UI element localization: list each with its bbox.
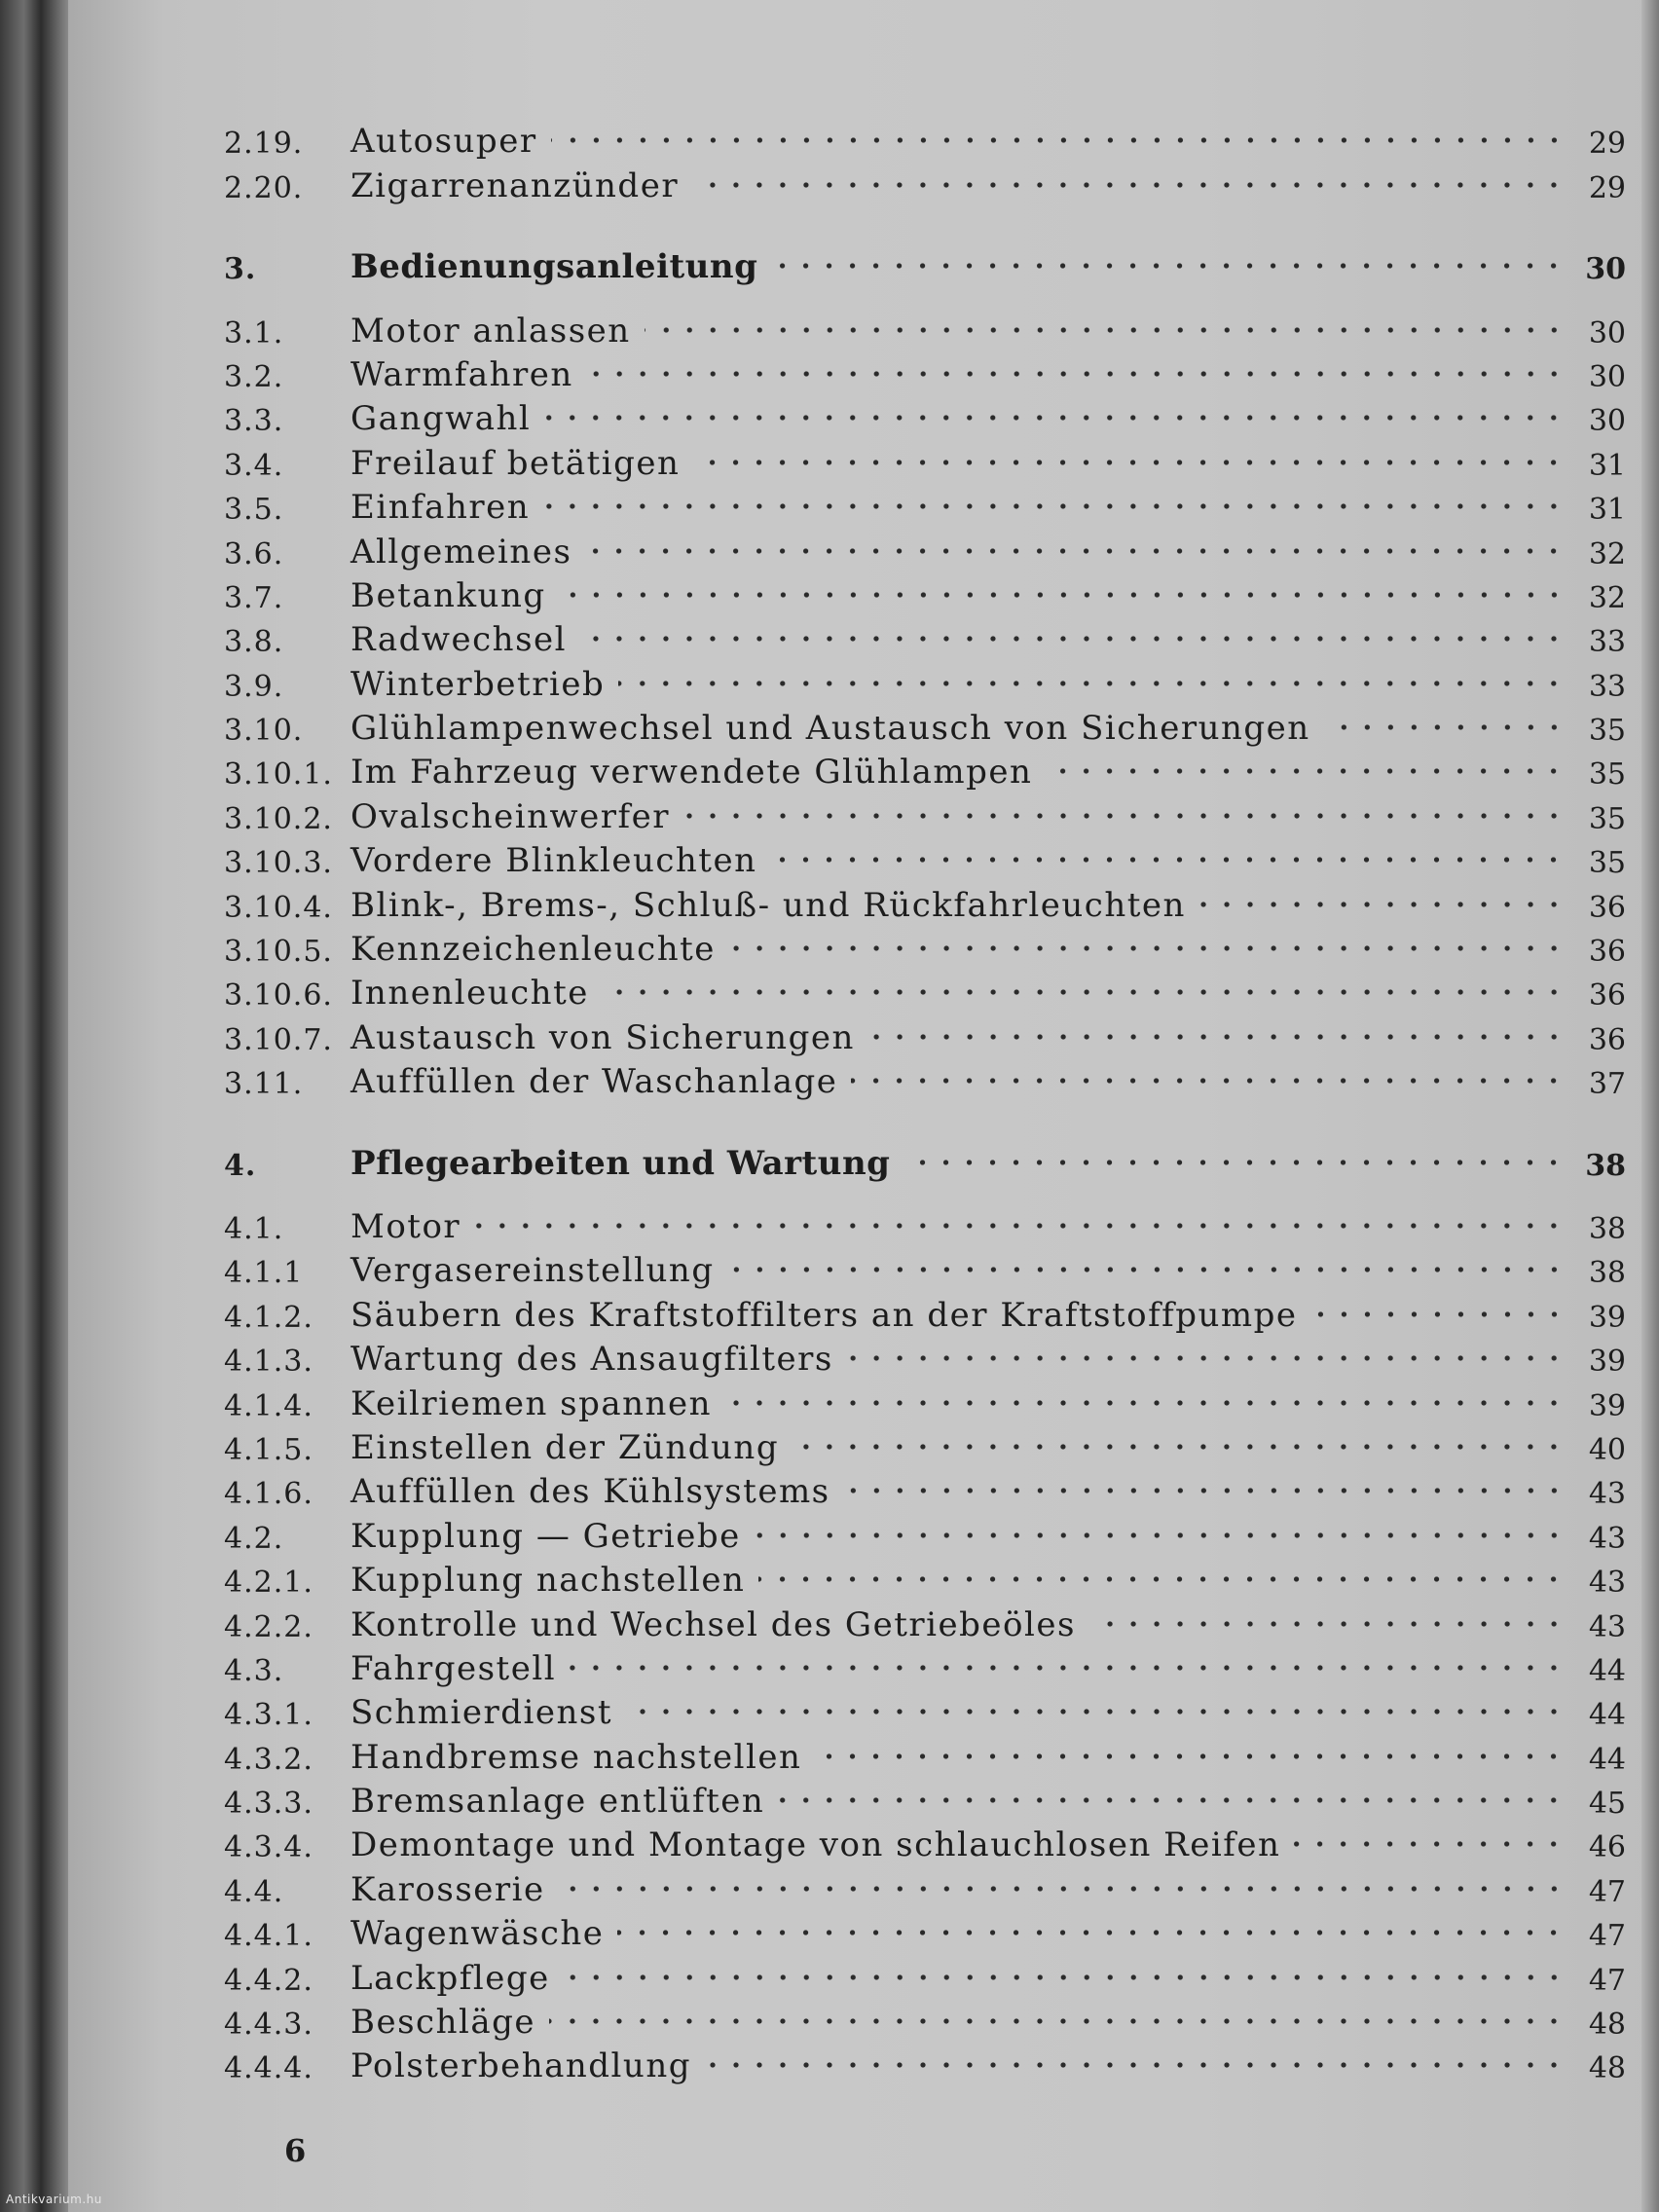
entry-page: 35 <box>1588 846 1626 881</box>
toc-entry <box>224 1998 1626 2042</box>
entry-number: 4.4.4. <box>224 2051 313 2086</box>
toc-entry <box>224 1335 1626 1379</box>
entry-page: 38 <box>1588 1211 1626 1246</box>
entry-title: Innenleuchte <box>350 974 589 1014</box>
toc-entry <box>224 880 1626 924</box>
entry-number: 3.1. <box>224 315 284 350</box>
dot-leader <box>693 448 1566 477</box>
entry-title: Austausch von Sicherungen <box>350 1017 855 1057</box>
toc-entry <box>224 350 1626 394</box>
entry-page: 36 <box>1588 978 1626 1014</box>
entry-title: Ovalscheinwerfer <box>350 796 670 836</box>
toc-entry <box>224 1864 1626 1908</box>
entry-title: Blink-, Brems-, Schluß- und Rückfahrleuchten <box>350 885 1186 925</box>
toc-entry <box>224 1290 1626 1334</box>
entry-page: 35 <box>1588 757 1626 793</box>
entry-page: 36 <box>1588 935 1626 970</box>
entry-page: 43 <box>1588 1477 1626 1512</box>
entry-number: 4.1.6. <box>224 1477 313 1512</box>
toc-entry <box>224 1013 1626 1056</box>
entry-title: Lackpflege <box>350 1958 550 1998</box>
entry-number: 4.4.2. <box>224 1963 313 1998</box>
toc-entry <box>224 1057 1626 1101</box>
entry-number: 2.19. <box>224 127 304 162</box>
entry-page: 30 <box>1585 252 1626 287</box>
toc-entry <box>224 1732 1626 1776</box>
page-number: 6 <box>284 2132 307 2169</box>
entry-number: 4.1.1 <box>224 1256 304 1291</box>
toc-entry <box>224 925 1626 969</box>
dot-leader <box>729 934 1566 963</box>
entry-page: 36 <box>1588 890 1626 925</box>
dot-leader <box>603 977 1566 1007</box>
dot-leader <box>474 1211 1566 1240</box>
entry-page: 31 <box>1588 493 1626 528</box>
toc-entry <box>224 306 1626 350</box>
toc-entry <box>224 1600 1626 1643</box>
entry-number: 3.9. <box>224 669 284 704</box>
entry-title: Pflegearbeiten und Wartung <box>350 1143 891 1183</box>
entry-title: Demontage und Montage von schlauchlosen Reifen <box>350 1825 1281 1865</box>
entry-number: 4.2. <box>224 1521 284 1556</box>
toc-entry <box>224 117 1626 161</box>
entry-title: Wagenwäsche <box>350 1914 605 1954</box>
entry-page: 45 <box>1588 1787 1626 1822</box>
dot-leader <box>617 1918 1566 1947</box>
dot-leader <box>645 315 1566 345</box>
entry-title: Gangwahl <box>350 399 532 439</box>
entry-number: 3.10.4. <box>224 890 333 925</box>
entry-title: Kontrolle und Wechsel des Getriebeöles <box>350 1604 1076 1644</box>
entry-number: 4.4.3. <box>224 2008 313 2043</box>
entry-title: Freilauf betätigen <box>350 443 681 483</box>
dot-leader <box>1199 890 1566 919</box>
entry-title: Auffüllen des Kühlsystems <box>350 1472 830 1512</box>
dot-leader <box>1324 713 1566 742</box>
section-gap <box>224 1183 1626 1202</box>
toc-entry <box>224 1777 1626 1821</box>
entry-number: 4.3.2. <box>224 1742 313 1777</box>
entry-page: 46 <box>1588 1830 1626 1865</box>
entry-number: 4.1.4. <box>224 1388 313 1423</box>
dot-leader <box>793 1432 1566 1461</box>
dot-leader <box>847 1344 1566 1373</box>
dot-leader <box>570 1653 1566 1682</box>
dot-leader <box>728 1255 1566 1284</box>
entry-number: 3.10. <box>224 714 304 749</box>
section-gap <box>224 205 1626 242</box>
entry-number: 4. <box>224 1148 257 1183</box>
entry-number: 3.6. <box>224 536 284 571</box>
entry-title: Einstellen der Zündung <box>350 1427 780 1467</box>
watermark-text: Antikvarium.hu <box>6 2193 102 2206</box>
section-gap <box>224 286 1626 306</box>
entry-title: Fahrgestell <box>350 1648 557 1688</box>
entry-page: 39 <box>1588 1345 1626 1380</box>
entry-title: Winterbetrieb <box>350 664 606 704</box>
entry-title: Kupplung — Getriebe <box>350 1516 741 1556</box>
entry-page: 39 <box>1588 1300 1626 1335</box>
entry-title: Beschläge <box>350 2003 536 2043</box>
toc-entry <box>224 792 1626 835</box>
entry-title: Allgemeines <box>350 532 572 571</box>
entry-number: 3.10.3. <box>224 846 333 881</box>
toc-entry <box>224 438 1626 482</box>
entry-title: Polsterbehandlung <box>350 2046 691 2086</box>
dot-leader <box>626 1697 1566 1726</box>
dot-leader <box>544 403 1566 432</box>
entry-number: 3.10.2. <box>224 801 333 836</box>
entry-number: 3.10.7. <box>224 1022 333 1057</box>
dot-leader <box>758 1565 1566 1594</box>
entry-page: 48 <box>1588 2008 1626 2043</box>
dot-leader <box>587 359 1566 388</box>
entry-title: Zigarrenanzünder <box>350 166 680 205</box>
entry-page: 43 <box>1588 1521 1626 1556</box>
entry-title: Betankung <box>350 575 546 615</box>
entry-title: Motor anlassen <box>350 311 631 350</box>
dot-leader <box>585 536 1566 566</box>
entry-number: 4.1. <box>224 1211 284 1246</box>
entry-page: 30 <box>1588 359 1626 394</box>
table-of-contents <box>224 117 1626 2085</box>
entry-page: 48 <box>1588 2051 1626 2086</box>
entry-title: Auffüllen der Waschanlage <box>350 1062 838 1102</box>
dot-leader <box>851 1066 1566 1095</box>
entry-title: Säubern des Kraftstoffilters an der Kraftstoffpumpe <box>350 1295 1298 1335</box>
toc-entry <box>224 394 1626 438</box>
entry-title: Keilriemen spannen <box>350 1383 712 1423</box>
entry-title: Autosuper <box>350 122 537 162</box>
toc-entry <box>224 2042 1626 2085</box>
dot-leader <box>560 580 1566 609</box>
entry-title: Vordere Blinkleuchten <box>350 841 757 881</box>
dot-leader <box>778 1786 1566 1815</box>
entry-number: 4.4.1. <box>224 1919 313 1954</box>
toc-entry <box>224 1511 1626 1555</box>
toc-entry <box>224 527 1626 571</box>
entry-page: 33 <box>1588 625 1626 660</box>
dot-leader <box>844 1476 1566 1505</box>
entry-number: 4.1.2. <box>224 1300 313 1335</box>
entry-page: 43 <box>1588 1609 1626 1644</box>
page-edge <box>1641 0 1659 2212</box>
dot-leader <box>559 1874 1566 1903</box>
toc-entry <box>224 1821 1626 1864</box>
entry-page: 35 <box>1588 714 1626 749</box>
entry-number: 4.2.1. <box>224 1566 313 1601</box>
entry-page: 43 <box>1588 1566 1626 1601</box>
dot-leader <box>903 1148 1566 1177</box>
entry-page: 30 <box>1588 315 1626 350</box>
entry-title: Bedienungsanleitung <box>350 247 758 287</box>
entry-number: 4.1.3. <box>224 1345 313 1380</box>
entry-number: 4.3.3. <box>224 1787 313 1822</box>
dot-leader <box>868 1022 1566 1051</box>
dot-leader <box>771 251 1566 280</box>
book-spine <box>0 0 68 2212</box>
dot-leader <box>705 2050 1566 2080</box>
entry-page: 44 <box>1588 1742 1626 1777</box>
dot-leader <box>1311 1300 1566 1329</box>
entry-page: 47 <box>1588 1919 1626 1954</box>
entry-number: 4.2.2. <box>224 1609 313 1644</box>
entry-page: 33 <box>1588 669 1626 704</box>
dot-leader <box>564 1963 1566 1992</box>
entry-number: 2.20. <box>224 170 304 205</box>
entry-page: 38 <box>1585 1148 1626 1183</box>
entry-title: Kennzeichenleuchte <box>350 930 716 970</box>
entry-page: 32 <box>1588 536 1626 571</box>
entry-page: 38 <box>1588 1256 1626 1291</box>
dot-leader <box>692 170 1566 200</box>
toc-entry <box>224 1909 1626 1953</box>
entry-number: 3. <box>224 252 257 287</box>
entry-title: Handbremse nachstellen <box>350 1737 802 1777</box>
toc-entry <box>224 1423 1626 1467</box>
entry-number: 3.4. <box>224 448 284 483</box>
toc-entry <box>224 1246 1626 1290</box>
entry-title: Bremsanlage entlüften <box>350 1782 765 1822</box>
section-gap <box>224 1101 1626 1138</box>
entry-title: Wartung des Ansaugfilters <box>350 1340 833 1380</box>
dot-leader <box>725 1388 1566 1418</box>
dot-leader <box>770 845 1566 874</box>
dot-leader <box>683 801 1566 830</box>
entry-page: 44 <box>1588 1653 1626 1688</box>
entry-title: Schmierdienst <box>350 1693 612 1733</box>
entry-number: 3.11. <box>224 1067 304 1102</box>
entry-page: 30 <box>1588 404 1626 439</box>
entry-number: 4.3. <box>224 1653 284 1688</box>
dot-leader <box>580 624 1566 653</box>
toc-entry <box>224 748 1626 792</box>
entry-number: 3.5. <box>224 493 284 528</box>
entry-page: 44 <box>1588 1698 1626 1733</box>
toc-entry <box>224 704 1626 748</box>
dot-leader <box>1089 1609 1566 1639</box>
entry-number: 3.8. <box>224 625 284 660</box>
toc-entry <box>224 836 1626 880</box>
toc-entry <box>224 161 1626 204</box>
toc-entry <box>224 615 1626 659</box>
entry-title: Einfahren <box>350 488 531 528</box>
entry-page: 40 <box>1588 1432 1626 1467</box>
entry-page: 47 <box>1588 1963 1626 1998</box>
dot-leader <box>1046 756 1566 786</box>
toc-entry <box>224 969 1626 1013</box>
entry-number: 3.10.5. <box>224 935 333 970</box>
toc-entry <box>224 1556 1626 1600</box>
entry-number: 4.3.4. <box>224 1830 313 1865</box>
entry-page: 37 <box>1588 1067 1626 1102</box>
dot-leader <box>551 126 1566 155</box>
toc-entry <box>224 1202 1626 1246</box>
entry-number: 3.10.1. <box>224 757 333 793</box>
entry-page: 39 <box>1588 1388 1626 1423</box>
entry-number: 4.3.1. <box>224 1698 313 1733</box>
toc-entry <box>224 1379 1626 1422</box>
toc-entry <box>224 659 1626 703</box>
entry-page: 35 <box>1588 801 1626 836</box>
toc-entry <box>224 1688 1626 1732</box>
entry-page: 47 <box>1588 1874 1626 1909</box>
section-heading <box>224 242 1626 286</box>
dot-leader <box>1294 1829 1566 1859</box>
dot-leader <box>755 1521 1566 1550</box>
dot-leader <box>543 492 1566 521</box>
toc-entry <box>224 483 1626 527</box>
entry-number: 4.1.5. <box>224 1432 313 1467</box>
entry-title: Vergasereinstellung <box>350 1251 715 1291</box>
toc-entry <box>224 571 1626 615</box>
dot-leader <box>618 669 1566 698</box>
entry-number: 3.10.6. <box>224 978 333 1014</box>
entry-page: 36 <box>1588 1022 1626 1057</box>
entry-title: Im Fahrzeug verwendete Glühlampen <box>350 753 1033 793</box>
entry-number: 3.7. <box>224 580 284 615</box>
entry-page: 29 <box>1588 170 1626 205</box>
toc-entry <box>224 1644 1626 1688</box>
toc-entry <box>224 1467 1626 1511</box>
entry-page: 29 <box>1588 127 1626 162</box>
entry-page: 32 <box>1588 580 1626 615</box>
section-heading <box>224 1138 1626 1182</box>
entry-number: 4.4. <box>224 1874 284 1909</box>
entry-title: Radwechsel <box>350 620 568 660</box>
entry-title: Glühlampenwechsel und Austausch von Sicherungen <box>350 709 1310 749</box>
entry-title: Kupplung nachstellen <box>350 1561 746 1601</box>
entry-number: 3.3. <box>224 404 284 439</box>
entry-title: Karosserie <box>350 1869 545 1909</box>
dot-leader <box>815 1742 1566 1771</box>
entry-title: Warmfahren <box>350 354 573 394</box>
entry-title: Motor <box>350 1206 461 1246</box>
entry-page: 31 <box>1588 448 1626 483</box>
dot-leader <box>549 2007 1566 2036</box>
toc-entry <box>224 1953 1626 1997</box>
entry-number: 3.2. <box>224 359 284 394</box>
